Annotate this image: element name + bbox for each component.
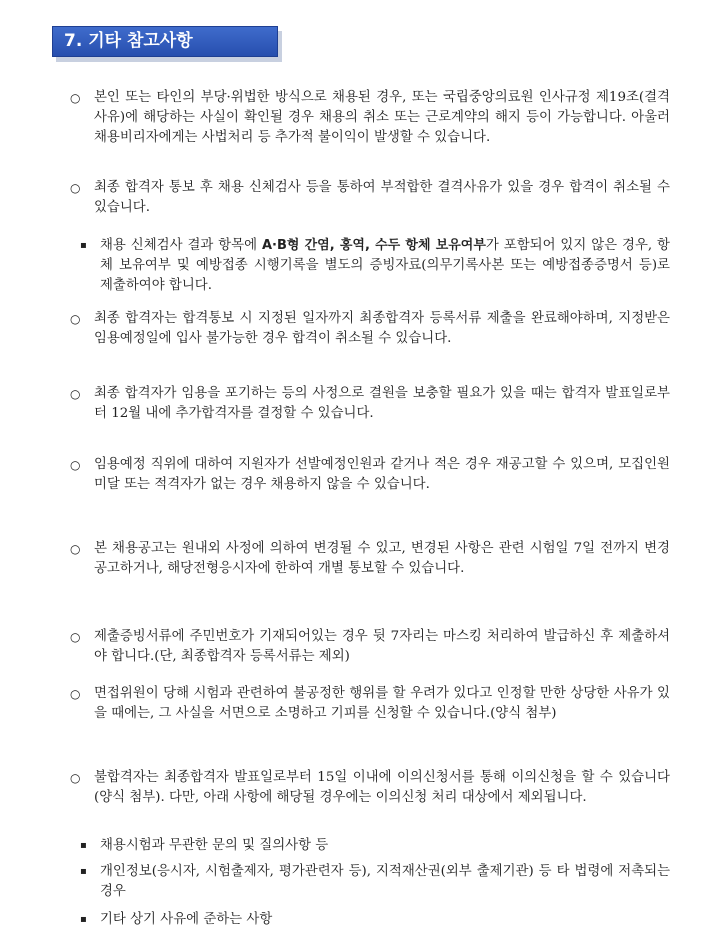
square-bullet-icon: ▪ xyxy=(80,240,87,251)
notice-item-7 xyxy=(70,627,670,667)
notice-text: 불합격자는 최종합격자 발표일로부터 15일 이내에 이의신청서를 통해 이의신청을 할 수 있습니다(양식 첨부). 다만, 아래 사항에 해당될 경우에는 이의신청 처리 대상에서 제외됩니다. xyxy=(94,770,670,805)
circle-bullet-icon: ○ xyxy=(70,312,81,326)
notice-item-8 xyxy=(70,684,670,724)
notice-item-6 xyxy=(70,539,670,579)
notice-item-2 xyxy=(70,178,670,218)
section-header xyxy=(52,26,280,60)
section-title: 7. 기타 참고사항 xyxy=(52,26,278,57)
notice-item-3 xyxy=(70,309,670,349)
circle-bullet-icon: ○ xyxy=(70,542,81,556)
sub-item-excluded-3 xyxy=(80,910,670,930)
notice-item-5 xyxy=(70,455,670,495)
notice-item-9 xyxy=(70,768,670,808)
square-bullet-icon: ▪ xyxy=(80,840,87,851)
notice-item-4 xyxy=(70,384,670,424)
sub-item-vaccination xyxy=(80,236,670,296)
sub-item-text: 개인정보(응시자, 시험출제자, 평가관련자 등), 지적재산권(외부 출제기관) 등 타 법령에 저촉되는 경우 xyxy=(100,864,670,899)
circle-bullet-icon: ○ xyxy=(70,771,81,785)
circle-bullet-icon: ○ xyxy=(70,91,81,105)
sub-item-text: 채용시험과 무관한 문의 및 질의사항 등 xyxy=(100,838,329,853)
notice-text: 임용예정 직위에 대하여 지원자가 선발예정인원과 같거나 적은 경우 재공고할 수 있으며, 모집인원 미달 또는 적격자가 없는 경우 채용하지 않을 수 있습니다. xyxy=(94,457,670,492)
sub-item-text xyxy=(100,236,670,296)
square-bullet-icon: ▪ xyxy=(80,914,87,925)
circle-bullet-icon: ○ xyxy=(70,458,81,472)
notice-text: 최종 합격자가 임용을 포기하는 등의 사정으로 결원을 보충할 필요가 있을 때는 합격자 발표일로부터 12월 내에 추가합격자를 결정할 수 있습니다. xyxy=(94,386,670,421)
circle-bullet-icon: ○ xyxy=(70,687,81,701)
sub-item-excluded-1 xyxy=(80,836,670,856)
notice-text: 제출증빙서류에 주민번호가 기재되어있는 경우 뒷 7자리는 마스킹 처리하여 발급하신 후 제출하셔야 합니다.(단, 최종합격자 등록서류는 제외) xyxy=(94,629,670,664)
notice-text: 본 채용공고는 원내외 사정에 의하여 변경될 수 있고, 변경된 사항은 관련 시험일 7일 전까지 변경 공고하거나, 해당전형응시자에 한하여 개별 통보할 수 있습니다. xyxy=(94,541,670,576)
notice-item-1 xyxy=(70,88,670,148)
sub-item-text-bold: A·B형 간염, 홍역, 수두 항체 보유여부 xyxy=(261,238,486,253)
notice-text: 본인 또는 타인의 부당·위법한 방식으로 채용된 경우, 또는 국립중앙의료원 인사규정 제19조(결격사유)에 해당하는 사실이 확인될 경우 채용의 취소 또는 근로계약의 해지 등이 가능합니다. 아울러 채용비리자에게는 사법처리 등 추가적 불이익이 발생할 수 있습니다. xyxy=(94,90,670,145)
notice-text: 최종 합격자는 합격통보 시 지정된 일자까지 최종합격자 등록서류 제출을 완료해야하며, 지정받은 임용예정일에 입사 불가능한 경우 합격이 취소될 수 있습니다. xyxy=(94,311,670,346)
notice-text: 면접위원이 당해 시험과 관련하여 불공정한 행위를 할 우려가 있다고 인정할 만한 상당한 사유가 있을 때에는, 그 사실을 서면으로 소명하고 기피를 신청할 수 있습니다.(양식 첨부) xyxy=(94,686,670,721)
sub-item-text: 기타 상기 사유에 준하는 사항 xyxy=(100,912,273,927)
circle-bullet-icon: ○ xyxy=(70,181,81,195)
sub-item-text-after: 가 포함되어 있지 않은 경우, 항체 보유여부 및 예방접종 시행기록을 별도의 증빙자료(의무기록사본 또는 예방접종증명서 등)로 제출하여야 합니다. xyxy=(100,238,670,293)
circle-bullet-icon: ○ xyxy=(70,387,81,401)
sub-item-excluded-2 xyxy=(80,862,670,902)
square-bullet-icon: ▪ xyxy=(80,866,87,877)
circle-bullet-icon: ○ xyxy=(70,630,81,644)
sub-item-text-before: 채용 신체검사 결과 항목에 xyxy=(100,238,262,253)
notice-text: 최종 합격자 통보 후 채용 신체검사 등을 통하여 부적합한 결격사유가 있을 경우 합격이 취소될 수 있습니다. xyxy=(94,180,670,215)
